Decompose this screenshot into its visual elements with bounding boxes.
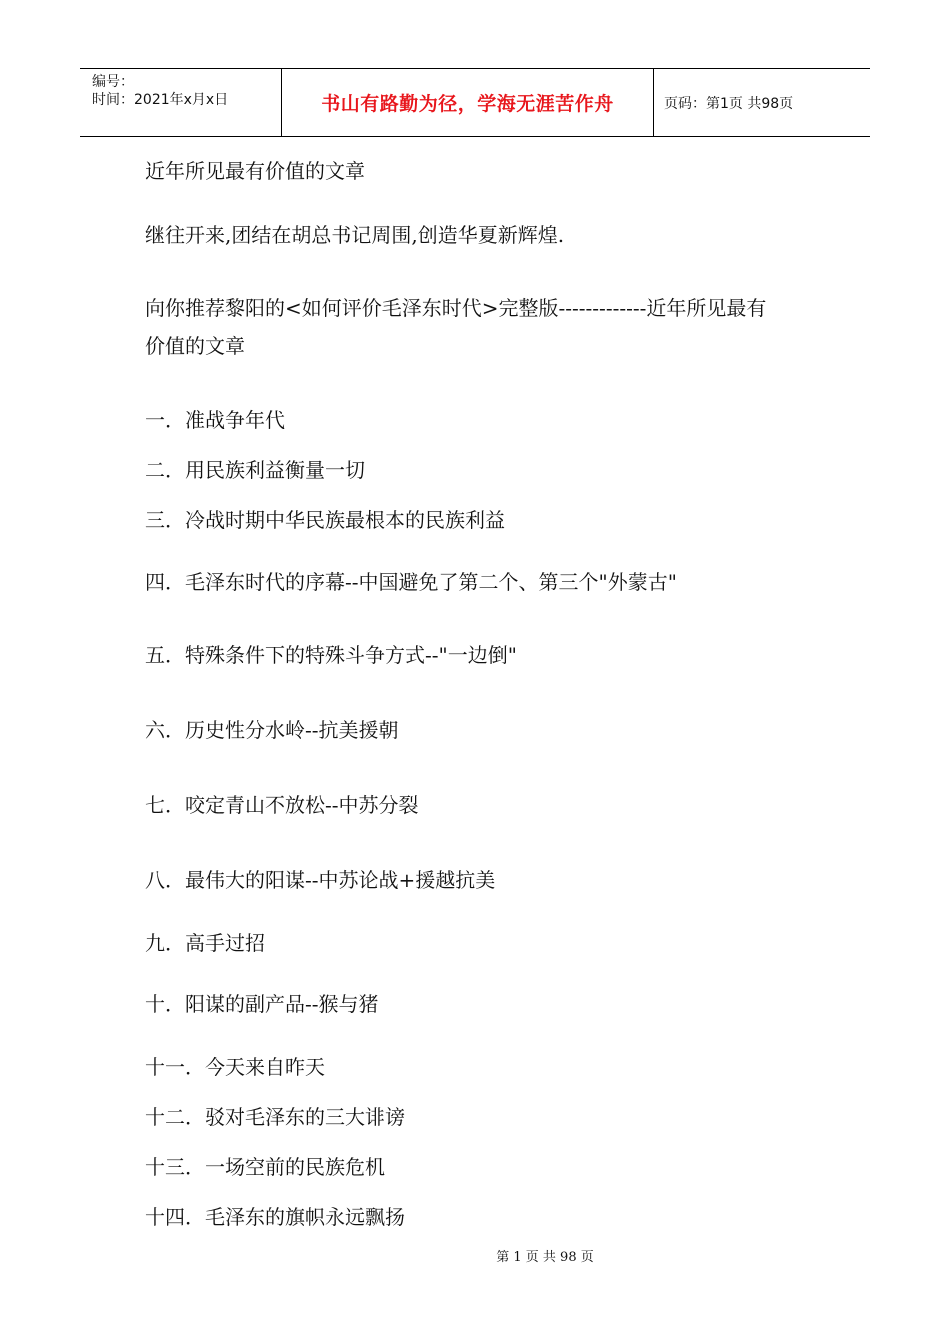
intro-line-2: 价值的文章: [145, 334, 245, 358]
header-page-info: 页码：第1页 共98页: [664, 95, 794, 112]
toc-item: 八．最伟大的阳谋--中苏论战+援越抗美: [145, 868, 496, 892]
page-footer: 第 1 页 共 98 页: [496, 1250, 594, 1265]
toc-item: 十二．驳对毛泽东的三大诽谤: [145, 1105, 405, 1129]
toc-item: 七．咬定青山不放松--中苏分裂: [145, 793, 419, 817]
toc-item: 十．阳谋的副产品--猴与猪: [145, 992, 379, 1016]
document-title: 近年所见最有价值的文章: [145, 159, 365, 183]
toc-item: 二．用民族利益衡量一切: [145, 458, 365, 482]
toc-item: 四．毛泽东时代的序幕--中国避免了第二个、第三个"外蒙古": [145, 570, 677, 594]
header-number-label: 编号：: [92, 74, 134, 90]
document-subtitle: 继往开来,团结在胡总书记周围,创造华夏新辉煌.: [145, 223, 565, 247]
header-slogan: 书山有路勤为径，学海无涯苦作舟: [282, 69, 654, 136]
toc-item: 六．历史性分水岭--抗美援朝: [145, 718, 399, 742]
intro-line-1: 向你推荐黎阳的<如何评价毛泽东时代>完整版-------------近年所见最有: [145, 296, 767, 320]
toc-item: 一．准战争年代: [145, 408, 285, 432]
toc-item: 十三．一场空前的民族危机: [145, 1155, 385, 1179]
header-meta: [80, 69, 282, 136]
toc-item: 三．冷战时期中华民族最根本的民族利益: [145, 508, 505, 532]
page-header: [80, 68, 870, 137]
toc-item: 九．高手过招: [145, 931, 265, 955]
toc-item: 十四．毛泽东的旗帜永远飘扬: [145, 1205, 405, 1229]
toc-item: 五．特殊条件下的特殊斗争方式--"一边倒": [145, 643, 517, 667]
toc-item: 十一．今天来自昨天: [145, 1055, 325, 1079]
header-date-label: 时间：2021年x月x日: [92, 92, 229, 108]
